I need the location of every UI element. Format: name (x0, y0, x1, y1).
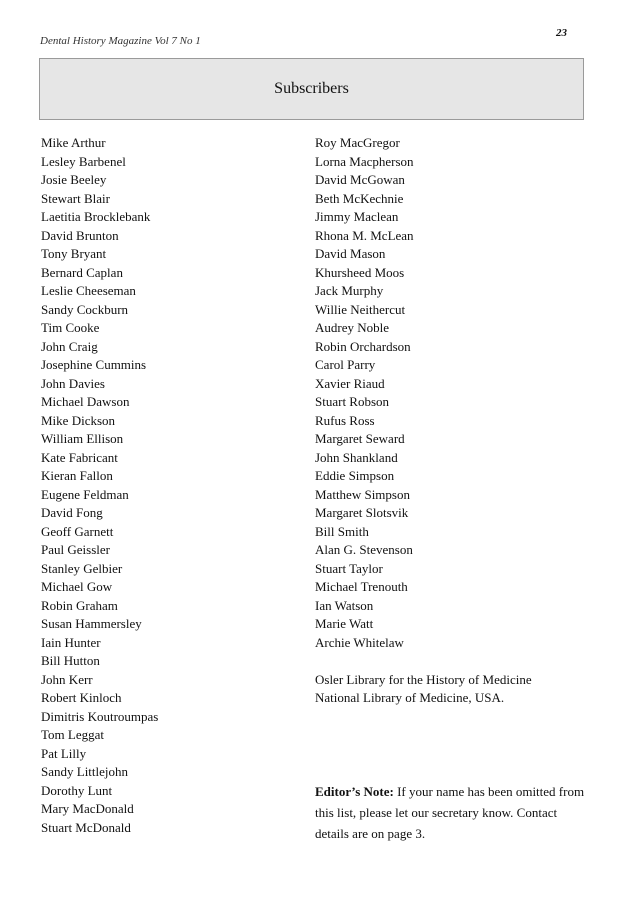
subscriber-name: Tony Bryant (41, 246, 107, 261)
title-banner (39, 58, 584, 120)
subscriber-name: Matthew Simpson (315, 486, 410, 502)
subscriber-name: Margaret Seward (315, 431, 405, 446)
subscriber-name: Khursheed Moos (315, 264, 405, 280)
subscriber-name: Bernard Caplan (41, 264, 123, 280)
institution-name: National Library of Medicine, USA. (315, 690, 505, 705)
subscriber-name: Dimitris Koutroumpas (41, 708, 159, 724)
subscriber-name: Michael Dawson (41, 394, 130, 409)
subscriber-name: Jimmy Maclean (315, 209, 399, 224)
subscriber-name: John Craig (41, 338, 98, 354)
page-title: Subscribers (274, 80, 349, 97)
subscriber-name: Iain Hunter (41, 634, 101, 650)
subscriber-name: Sandy Littlejohn (41, 764, 129, 779)
subscriber-name: Margaret Slotsvik (315, 505, 409, 520)
subscriber-name: Tim Cooke (41, 320, 100, 335)
subscriber-name: Mike Arthur (41, 135, 106, 150)
subscriber-name: Stuart Taylor (315, 560, 383, 576)
subscriber-name: Laetitia Brocklebank (41, 209, 151, 224)
subscriber-name: Robert Kinloch (41, 690, 122, 705)
subscriber-name: Rhona M. McLean (315, 227, 414, 243)
subscriber-name: Beth McKechnie (315, 190, 404, 206)
subscriber-name: Ian Watson (315, 597, 374, 613)
subscriber-name: Willie Neithercut (315, 301, 406, 317)
subscriber-name: Robin Orchardson (315, 338, 411, 354)
subscriber-name: Robin Graham (41, 597, 118, 613)
subscriber-name: Marie Watt (315, 616, 374, 631)
subscriber-name: John Kerr (41, 671, 93, 687)
subscriber-name: Michael Gow (41, 579, 113, 594)
subscriber-name: William Ellison (41, 431, 124, 446)
subscriber-name: David Brunton (41, 227, 119, 243)
subscriber-name: Geoff Garnett (41, 523, 114, 539)
subscriber-name: David Mason (315, 246, 386, 261)
subscriber-name: Lesley Barbenel (41, 153, 126, 169)
subscriber-name: Pat Lilly (41, 745, 87, 761)
subscriber-name: Lorna Macpherson (315, 153, 414, 169)
subscriber-name: Stuart Robson (315, 394, 390, 409)
subscribers-left-column (41, 134, 301, 837)
subscriber-name: Dorothy Lunt (41, 782, 113, 798)
subscriber-name: Paul Geissler (41, 542, 110, 557)
subscriber-name: Eddie Simpson (315, 468, 395, 483)
subscriber-name: Bill Hutton (41, 653, 100, 668)
subscriber-name: Michael Trenouth (315, 579, 408, 594)
subscriber-name: Stewart Blair (41, 190, 110, 206)
subscribers-right-column (315, 134, 590, 708)
subscriber-name: Jack Murphy (315, 283, 384, 298)
editor-note-label: Editor’s Note: (315, 784, 394, 799)
subscriber-name: Susan Hammersley (41, 616, 142, 631)
subscriber-name: Leslie Cheeseman (41, 283, 136, 298)
running-header: Dental History Magazine Vol 7 No 1 (40, 35, 201, 47)
subscriber-name: Eugene Feldman (41, 486, 129, 502)
subscriber-name: Alan G. Stevenson (315, 542, 413, 557)
subscriber-name: Mike Dickson (41, 412, 116, 428)
subscriber-name: Mary MacDonald (41, 801, 134, 816)
subscriber-name: Kate Fabricant (41, 449, 118, 465)
subscriber-name: Tom Leggat (41, 727, 104, 742)
spacer (315, 652, 590, 671)
subscriber-name: Xavier Riaud (315, 375, 385, 391)
subscriber-name: John Shankland (315, 449, 398, 465)
subscriber-name: David Fong (41, 505, 103, 520)
subscriber-name: Stanley Gelbier (41, 560, 123, 576)
subscriber-name: Archie Whitelaw (315, 634, 404, 650)
subscriber-name: John Davies (41, 375, 105, 391)
subscriber-name: Audrey Noble (315, 320, 390, 335)
editor-note-text: If your name has been omitted from this list, please let our secretary know. Contact details are on page 3. (315, 784, 585, 841)
subscriber-name: Josie Beeley (41, 172, 107, 187)
editor-note (315, 781, 587, 844)
subscriber-name: Stuart McDonald (41, 819, 131, 835)
subscriber-name: Rufus Ross (315, 412, 375, 428)
institution-name: Osler Library for the History of Medicine (315, 671, 532, 687)
subscriber-name: Sandy Cockburn (41, 301, 129, 317)
subscriber-name: Carol Parry (315, 357, 376, 372)
subscriber-name: Roy MacGregor (315, 135, 400, 150)
subscriber-name: David McGowan (315, 172, 405, 187)
subscriber-name: Josephine Cummins (41, 357, 147, 372)
subscriber-name: Kieran Fallon (41, 468, 113, 483)
page-number: 23 (556, 27, 567, 39)
subscriber-name: Bill Smith (315, 523, 369, 539)
